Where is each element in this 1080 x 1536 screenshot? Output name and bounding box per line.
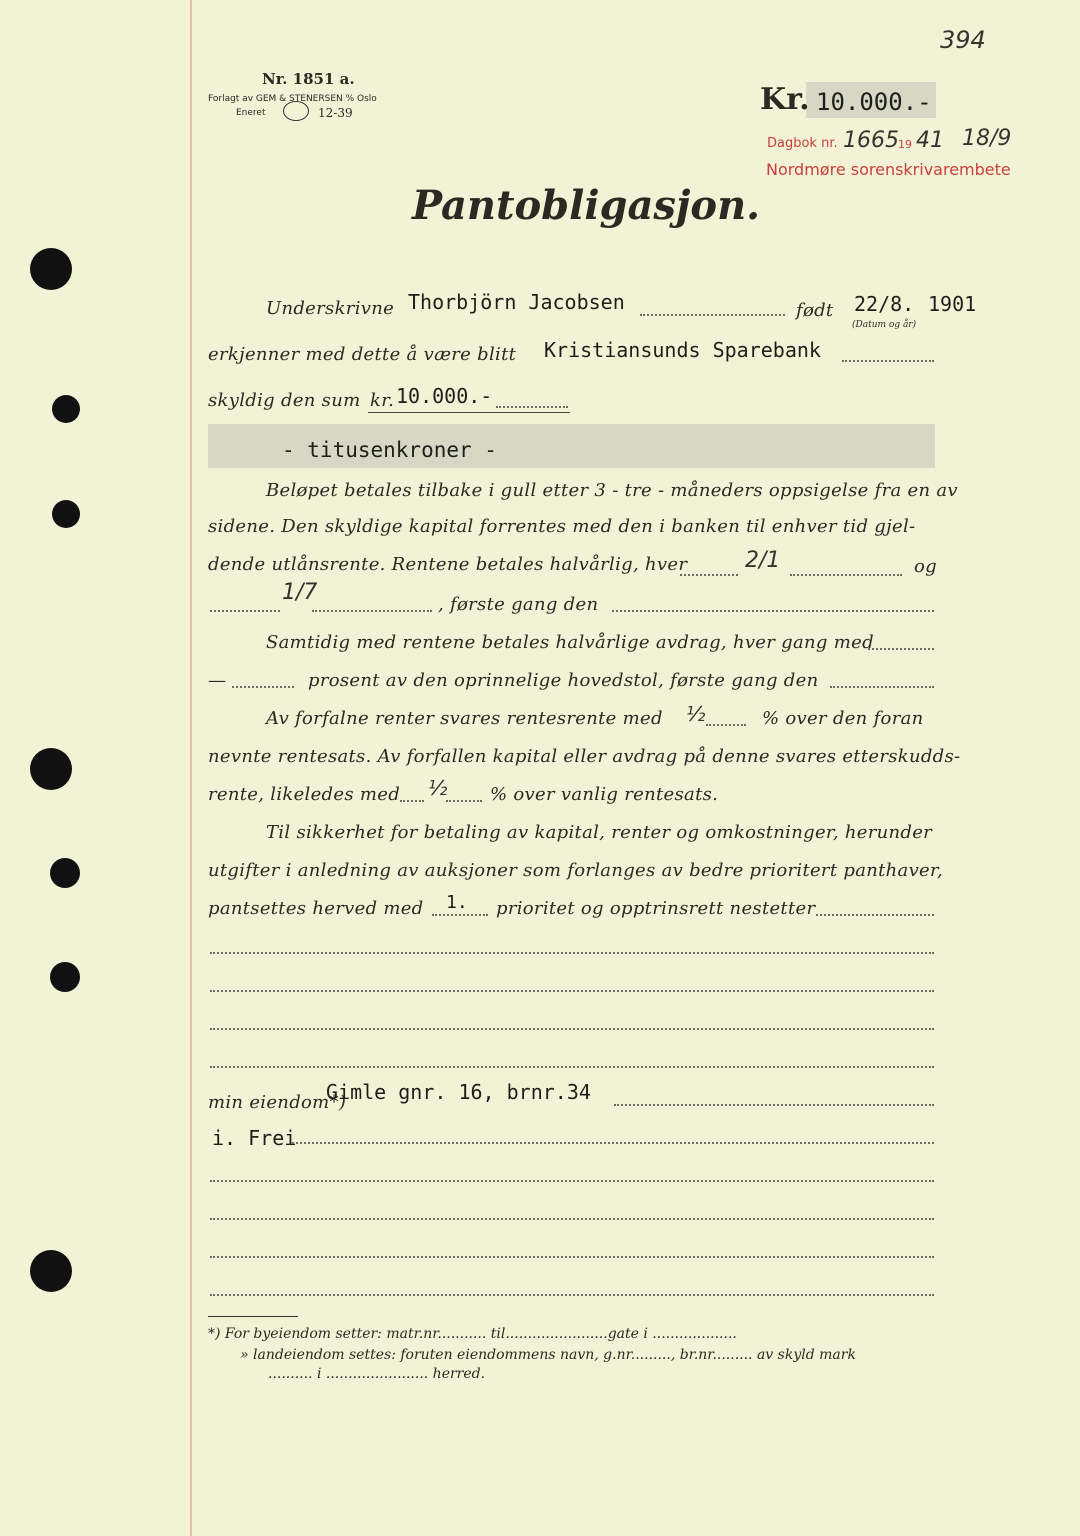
margin-rule [190, 0, 192, 1536]
dotted-leader [680, 574, 738, 576]
body-line-7b: % over den foran [762, 708, 924, 729]
footnote-line-3: .......... i ....................... herred. [268, 1366, 486, 1382]
sum-amount: 10.000.- [396, 384, 493, 408]
dotted-leader [432, 914, 488, 916]
dotted-leader [830, 686, 934, 688]
dash-mark: — [208, 670, 227, 691]
blank-dotted-line [210, 990, 934, 992]
dotted-leader [612, 610, 934, 612]
dotted-leader [842, 360, 934, 362]
blank-dotted-line [210, 1180, 934, 1182]
dotted-leader [706, 724, 746, 726]
body-line-2: sidene. Den skyldige kapital forrentes med den i banken til enhver tid gjel- [208, 516, 916, 537]
binder-hole [30, 248, 72, 290]
body-line-6: prosent av den oprinnelige hovedstol, første gang den [308, 670, 819, 691]
amount-in-words: - titusenkroner - [282, 438, 497, 462]
priority-number: 1. [446, 892, 468, 913]
binder-hole [52, 395, 80, 423]
sum-label: skyldig den sum [208, 390, 361, 411]
publisher-seal-icon [283, 101, 309, 121]
interest-date-2: 1/7 [282, 580, 318, 605]
body-line-8: nevnte rentesats. Av forfallen kapital eller avdrag på denne svares etterskudds- [208, 746, 961, 767]
dotted-leader [816, 914, 934, 916]
binder-hole [30, 1250, 72, 1292]
body-line-10: Til sikkerhet for betaling av kapital, renter og omkostninger, herunder [266, 822, 933, 843]
form-number: Nr. 1851 a. [262, 70, 355, 88]
signatory-label: Underskrivne [266, 298, 395, 319]
first-time-text: , første gang den [438, 594, 599, 615]
amount-prefix: Kr. [760, 82, 810, 117]
creditor-name: Kristiansunds Sparebank [544, 338, 821, 362]
dotted-leader [446, 800, 482, 802]
footnote-line-2: » landeiendom settes: foruten eiendommens navn, g.nr........., br.nr......... av skyld mark [240, 1347, 856, 1363]
body-line-1: Beløpet betales tilbake i gull etter 3 - tre - måneders oppsigelse fra en av [266, 480, 958, 501]
dotted-leader [400, 800, 424, 802]
blank-dotted-line [210, 1028, 934, 1030]
body-line-12b: prioritet og opptrinsrett nestetter [496, 898, 816, 919]
stamp-year-prefix: 19 [898, 138, 912, 151]
body-line-12: pantsettes herved med [208, 898, 424, 919]
binder-hole [50, 858, 80, 888]
blank-dotted-line [210, 1218, 934, 1220]
dotted-leader [292, 1142, 934, 1144]
dotted-leader [312, 610, 432, 612]
document-title: Pantobligasjon. [412, 182, 761, 229]
body-line-5: Samtidig med rentene betales halvårlige avdrag, hver gang med [266, 632, 874, 653]
binder-hole [52, 500, 80, 528]
dotted-leader [496, 406, 568, 408]
dotted-leader [210, 610, 280, 612]
birth-year: 1901 [928, 292, 977, 316]
body-line-3: dende utlånsrente. Rentene betales halvårlig, hver [208, 554, 688, 575]
blank-dotted-line [210, 1294, 934, 1296]
stamp-date: 18/9 [962, 126, 1012, 151]
sum-underline [368, 412, 570, 413]
body-line-7: Av forfalne renter svares rentesrente med [266, 708, 663, 729]
acknowledge-text: erkjenner med dette å være blitt [208, 344, 517, 365]
footnote-line-1: *) For byeiendom setter: matr.nr........... til.......................gate i ................... [208, 1326, 737, 1342]
page-number: 394 [940, 26, 986, 54]
and-word: og [914, 556, 937, 577]
binder-hole [50, 962, 80, 992]
interest-rate-2: ½ [428, 776, 448, 800]
blank-dotted-line [210, 1066, 934, 1068]
dotted-leader [232, 686, 294, 688]
birth-date: 22/8. [854, 292, 915, 316]
binder-hole [30, 748, 72, 790]
dotted-leader [790, 574, 902, 576]
property-municipality: i. Frei [212, 1126, 297, 1150]
stamp-label: Dagbok nr. [767, 136, 838, 151]
body-line-11: utgifter i anledning av auksjoner som forlanges av bedre prioritert panthaver, [208, 860, 943, 881]
sum-currency: kr. [370, 390, 395, 411]
signatory-name: Thorbjörn Jacobsen [408, 290, 625, 314]
publisher-line: Forlagt av GEM & STENERSEN % Oslo [208, 94, 377, 104]
publisher-eneret: Eneret [236, 108, 266, 118]
body-line-9b: % over vanlig rentesats. [490, 784, 719, 805]
property-label: min eiendom*) [208, 1092, 347, 1113]
interest-rate-1: ½ [686, 702, 706, 726]
dotted-leader [614, 1104, 934, 1106]
date-hint: (Datum og år) [852, 320, 917, 330]
born-label: født [796, 300, 834, 321]
blank-dotted-line [210, 1256, 934, 1258]
stamp-office: Nordmøre sorenskrivarembete [766, 160, 1011, 179]
dotted-leader [640, 314, 785, 316]
body-line-9: rente, likeledes med [208, 784, 401, 805]
interest-date-1: 2/1 [745, 548, 781, 573]
publisher-date: 12-39 [318, 106, 353, 120]
stamp-number: 1665 [843, 128, 899, 153]
footnote-rule [208, 1316, 298, 1317]
amount-value: 10.000.- [816, 88, 932, 116]
blank-dotted-line [210, 952, 934, 954]
stamp-year: 41 [916, 128, 944, 153]
property-description: Gimle gnr. 16, brnr.34 [326, 1080, 591, 1104]
dotted-leader [868, 648, 934, 650]
